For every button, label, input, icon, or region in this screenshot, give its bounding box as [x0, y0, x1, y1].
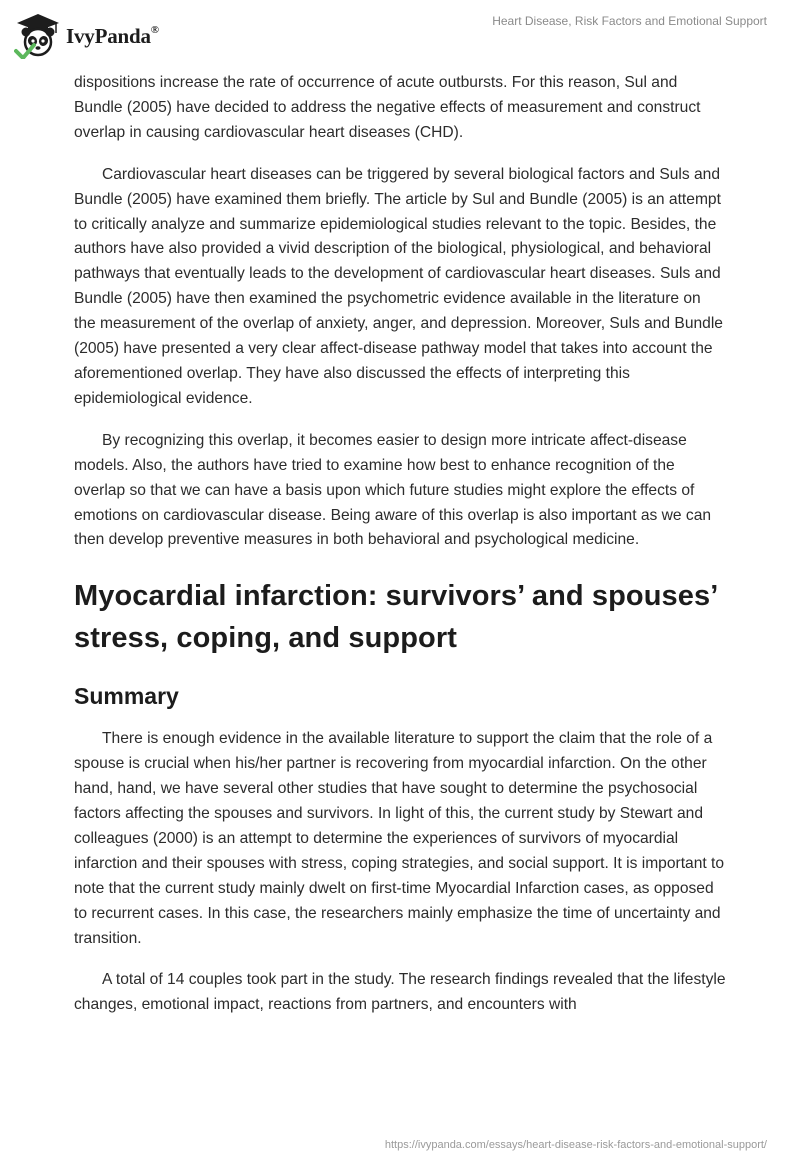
logo-wordmark — [66, 24, 159, 49]
logo-text: IvyPanda — [66, 23, 151, 48]
subsection-heading-summary: Summary — [74, 683, 179, 710]
running-title: Heart Disease, Risk Factors and Emotional Support — [492, 14, 767, 28]
paragraph-4: There is enough evidence in the available literature to support the claim that the role of a spouse is crucial when his/her partner is recovering from myocardial infarction. On the other hand, hand, we have several other studies that have sought to determine the psychosocial factors affecting the spouses and survivors. In light of this, the current study by Stewart and colleagues (2000) is an attempt to determine the experiences of survivors of myocardial infarction and their spouses with stress, coping strategies, and social support. It is important to note that the current study mainly dwelt on first-time Myocardial Infarction cases, as opposed to recurrent cases. In this case, the researchers mainly emphasize the time of uncertainty and transition. — [74, 730, 725, 947]
source-url[interactable]: https://ivypanda.com/essays/heart-disease-risk-factors-and-emotional-support/ — [384, 1139, 767, 1151]
site-logo[interactable] — [14, 10, 159, 60]
essay-content — [74, 71, 726, 1035]
registered-mark: ® — [150, 23, 159, 36]
section-heading: Myocardial infarction: survivors’ and spouses’ stress, coping, and support — [74, 580, 717, 655]
paragraph-2: Cardiovascular heart diseases can be triggered by several biological factors and Suls and Bundle (2005) have examined them briefly. The article by Sul and Bundle (2005) is an attempt to critically analyze and summarize epidemiological studies relevant to the topic. Besides, the authors have also provided a vivid description of the biological, physiological, and behavioral pathways that eventually leads to the development of cardiovascular heart diseases. Suls and Bundle (2005) have then examined the psychometric evidence available in the literature on the measurement of the overlap of anxiety, anger, and depression. Moreover, Suls and Bundle (2005) have presented a very clear affect-disease pathway model that takes into account the aforementioned overlap. They have also discussed the effects of interpreting this epidemiological evidence. — [74, 165, 723, 407]
panda-graduate-icon — [14, 11, 62, 59]
paragraph-3: By recognizing this overlap, it becomes easier to design more intricate affect-disease models. Also, the authors have tried to examine how best to enhance recognition of the overlap so that we can have a basis upon which future studies might explore the effects of emotions on cardiovascular disease. Being aware of this overlap is also important as we can then develop preventive measures in both behavioral and psychological medicine. — [74, 431, 712, 549]
paragraph-5: A total of 14 couples took part in the study. The research findings revealed that the lifestyle changes, emotional impact, reactions from partners, and encounters with — [74, 971, 726, 1014]
paragraph-1: dispositions increase the rate of occurrence of acute outbursts. For this reason, Sul and Bundle (2005) have decided to address the negative effects of measurement and construct overlap in causing cardiovascular heart diseases (CHD). — [74, 74, 701, 141]
